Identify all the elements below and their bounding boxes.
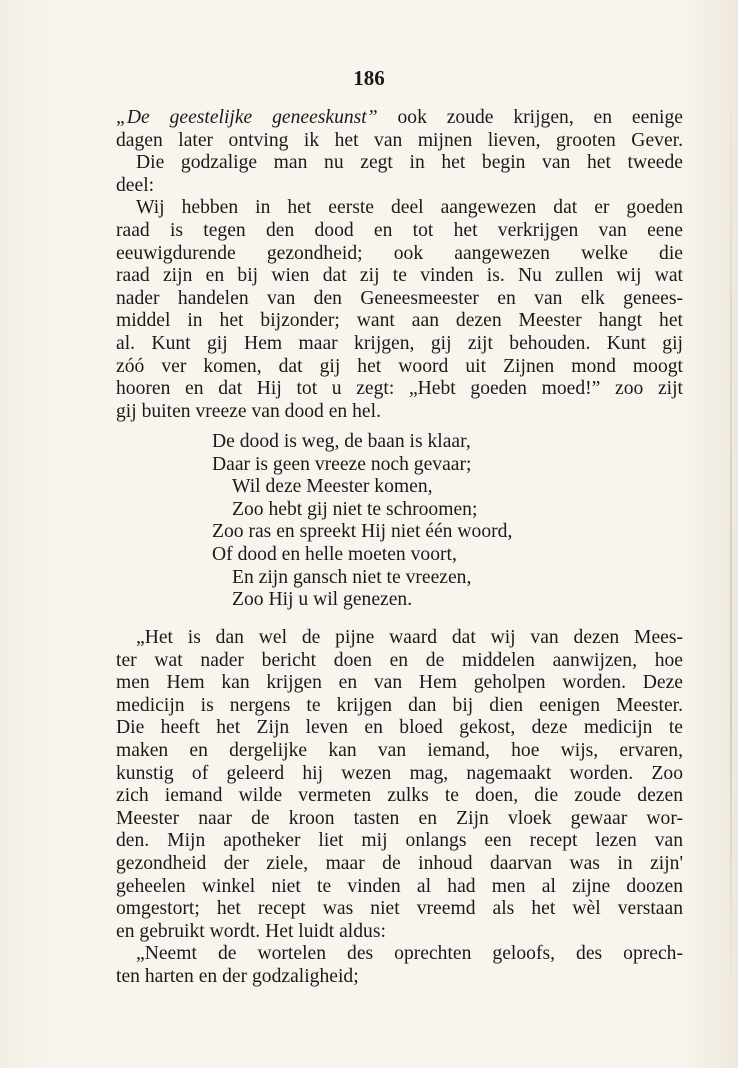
text-line: maken en dergelijke kan van iemand, hoe wijs, ervaren, xyxy=(116,739,683,761)
text-line: omgestort; het recept was niet vreemd als het wèl verstaan xyxy=(116,898,683,920)
text-line: Wij hebben in het eerste deel aangewezen dat er goeden xyxy=(136,197,683,219)
text-line: den. Mijn apotheker liet mij onlangs een recept lezen van xyxy=(116,830,683,852)
text-line: ten harten en der godzaligheid; xyxy=(116,965,359,987)
poem-line: De dood is weg, de baan is klaar, xyxy=(212,431,471,452)
text-line: en gebruikt wordt. Het luidt aldus: xyxy=(116,920,386,942)
poem-line: En zijn gansch niet te vreezen, xyxy=(232,566,472,588)
text-line: ter wat nader bericht doen en de middelen aanwijzen, hoe xyxy=(116,649,683,671)
text-line: medicijn is nergens te krijgen dan bij dien eenigen Meester. xyxy=(116,694,683,716)
text-line: „Neemt de wortelen des oprechten geloofs, des oprech- xyxy=(136,943,683,965)
text-line: raad is tegen den dood en tot het verkrijgen van eene xyxy=(116,219,683,241)
text-line: men Hem kan krijgen en van Hem geholpen worden. Deze xyxy=(116,672,683,694)
poem-line: Zoo hebt gij niet te schroomen; xyxy=(232,498,478,520)
text-line: Meester naar de kroon tasten en Zijn vloek gewaar wor- xyxy=(116,807,683,829)
paragraph-recipe xyxy=(116,627,683,989)
text-line: kunstig of geleerd hij wezen mag, nagemaakt worden. Zoo xyxy=(116,762,683,784)
text-line: gij buiten vreeze van dood en hel. xyxy=(116,400,381,422)
text-line: deel: xyxy=(116,174,155,196)
text-line: eeuwigdurende gezondheid; ook aangewezen welke die xyxy=(116,242,683,264)
text-fragment: ook zoude krijgen, en eenige xyxy=(377,107,683,128)
text-line: middel in het bijzonder; want aan dezen Meester hangt het xyxy=(116,310,683,332)
text-line: Die godzalige man nu zegt in het begin van het tweede xyxy=(136,152,683,174)
page-edge-shadow xyxy=(730,60,732,1010)
text-line xyxy=(116,107,683,130)
text-line: nader handelen van den Geneesmeester en van elk genees- xyxy=(116,287,683,309)
text-line: geheelen winkel niet te vinden al had men al zijne doozen xyxy=(116,875,683,897)
text-line: hooren en dat Hij tot u zegt: „Hebt goeden moed!” zoo zijt xyxy=(116,378,683,400)
text-line: dagen later ontving ik het van mijnen lieven, grooten Gever. xyxy=(116,129,683,151)
text-line: al. Kunt gij Hem maar krijgen, gij zijt behouden. Kunt gij xyxy=(116,332,683,354)
page-number: 186 xyxy=(353,66,385,90)
poem-line: Zoo ras en spreekt Hij niet één woord, xyxy=(212,521,513,543)
text-line: zich iemand wilde vermeten zulks te doen, die zoude dezen xyxy=(116,785,683,807)
book-title-italic: „De geestelijke geneeskunst” xyxy=(116,107,378,128)
text-line: „Het is dan wel de pijne waard dat wij van dezen Mees- xyxy=(136,627,683,648)
poem-line: Of dood en helle moeten voort, xyxy=(212,543,457,565)
paragraph-intro xyxy=(116,107,683,423)
poem-line: Daar is geen vreeze noch gevaar; xyxy=(212,453,472,475)
poem-stanza xyxy=(212,431,612,612)
poem-line: Wil deze Meester komen, xyxy=(232,476,433,498)
text-line: zóó ver komen, dat gij het woord uit Zijnen mond moogt xyxy=(116,355,683,377)
text-line: gezondheid der ziele, maar de inhoud daarvan was in zijn' xyxy=(116,852,683,874)
poem-line: Zoo Hij u wil genezen. xyxy=(232,589,413,611)
text-line: raad zijn en bij wien dat zij te vinden is. Nu zullen wij wat xyxy=(116,265,683,287)
text-line: Die heeft het Zijn leven en bloed gekost, deze medicijn te xyxy=(116,717,683,739)
